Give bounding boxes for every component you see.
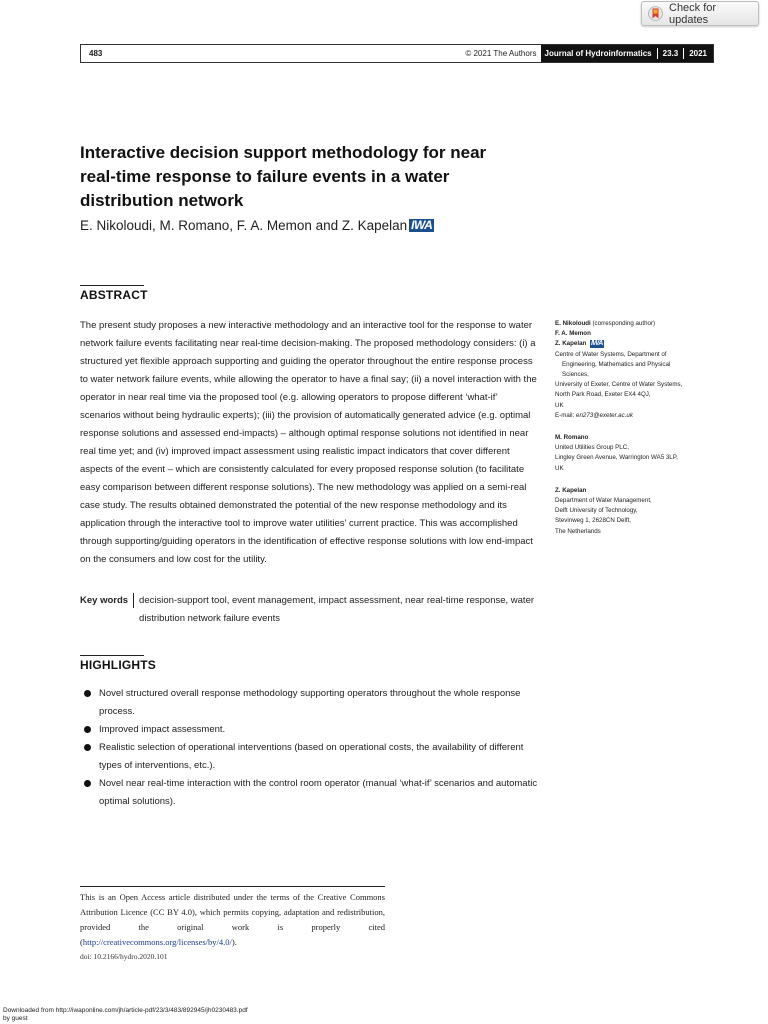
journal-separator	[683, 48, 684, 59]
highlight-item	[80, 685, 540, 721]
corresponding-note: (corresponding author)	[592, 320, 656, 327]
affiliation-line: Sciences,	[562, 371, 589, 379]
affiliation-author-name: M. Romano	[555, 434, 589, 442]
check-for-updates-button[interactable]	[641, 1, 759, 26]
iwa-logo-icon: IWA	[591, 340, 603, 348]
affiliation-line: UK	[555, 464, 564, 472]
bookmark-update-icon	[648, 6, 663, 21]
affiliation-line: Department of Water Management,	[555, 497, 652, 505]
footnote-rule	[80, 886, 385, 887]
check-for-updates-label: Check for updates	[669, 1, 717, 26]
affiliation-line: Centre of Water Systems, Department of	[555, 350, 667, 358]
affiliation-block	[555, 433, 715, 474]
section-rule	[80, 655, 144, 656]
affiliation-block	[555, 319, 715, 421]
highlights-heading: HIGHLIGHTS	[80, 658, 156, 672]
affiliation-block	[555, 486, 715, 537]
journal-info	[541, 45, 714, 62]
page-number: 483	[89, 49, 103, 58]
affiliation-line: University of Exeter, Centre of Water Systems,	[555, 381, 683, 389]
affiliation-line: North Park Road, Exeter EX4 4QJ,	[555, 391, 651, 399]
author-list	[80, 218, 434, 233]
affiliation-line: Stevinweg 1, 2628CN Delft,	[555, 517, 632, 525]
highlight-text: Improved impact assessment.	[99, 724, 226, 735]
keywords	[80, 592, 537, 628]
article-title: Interactive decision support methodology for near real-time response to failure events in a water distribution network	[80, 143, 487, 210]
keywords-label: Key words	[80, 593, 134, 608]
bullet-icon	[84, 726, 91, 733]
highlight-text: Realistic selection of operational interventions (based on operational costs, the availability of different types of interventions, etc.).	[99, 742, 524, 771]
keywords-text: decision-support tool, event management, impact assessment, near real-time response, water distribution network failure events	[139, 595, 535, 624]
open-access-text-end: ).	[231, 937, 237, 947]
highlight-item	[80, 775, 540, 811]
doi: doi: 10.2166/hydro.2020.101	[80, 952, 168, 961]
download-note	[3, 1007, 248, 1023]
open-access-text: This is an Open Access article distributed under the terms of the Creative Commons Attribution Licence (CC BY 4.0), which permits copying, adaptation and redistribution, provided the original work is properly cited (	[80, 892, 385, 947]
highlight-item	[80, 721, 540, 739]
email-label: E-mail:	[555, 411, 575, 419]
affiliation-line: The Netherlands	[555, 527, 601, 535]
affiliation-line: United Utilities Group PLC,	[555, 444, 629, 452]
email-address[interactable]: en273@exeter.ac.uk	[576, 411, 633, 419]
download-note-line: Downloaded from http://iwaponline.com/jh/article-pdf/23/3/483/892945/jh0230483.pdf	[3, 1007, 248, 1014]
affiliation-author-name: Z. Kapelan	[555, 486, 587, 494]
journal-year: 2021	[689, 49, 707, 58]
journal-separator	[657, 48, 658, 59]
running-header	[80, 44, 714, 63]
abstract-text: The present study proposes a new interactive methodology and an interactive tool for the response to water network failure events facilitating near real-time decision-making. The proposed methodology considers: (i) a structured yet flexible approach supporting and guiding the operator throughout the entire response process to water network failure events, while allowing the operator to have a final say; (ii) a novel interaction with the operator in near real time via the proposed tool (e.g. allowing operators to propose different ‘what-if’ scenarios without being hydraulic experts); (iii) the provision of automatically generated advice (e.g. optimal response solutions and assessed end-impacts) – although optimal response solutions not identified in near real time yet; and (iv) improved impact assessment using realistic impact indicators that cover different aspects of the event – which are consistently calculated for every proposed response solution (to facilitate easy comparison between different response solutions). The new methodology was applied on a semi-real case study. The results obtained demonstrated the potential of the new response methodology and its application through the interactive tool to improve water utilities’ current practice. This was accomplished through supporting/guiding operators in the identification of effective response solutions with low end-impact on the consumers and low cost for the utility.	[80, 320, 537, 565]
affiliation-author-name: F. A. Memon	[555, 330, 591, 338]
affiliation-line: Engineering, Mathematics and Physical	[562, 360, 671, 368]
section-rule	[80, 285, 144, 286]
author-names: E. Nikoloudi, M. Romano, F. A. Memon and Z. Kapelan	[80, 218, 408, 233]
highlight-text: Novel structured overall response methodology supporting operators throughout the whole response process.	[99, 688, 521, 717]
affiliation-line: UK	[555, 401, 564, 409]
highlights-list	[80, 685, 540, 811]
affiliation-author-name: Z. Kapelan	[555, 340, 587, 348]
highlight-text: Novel near real-time interaction with the control room operator (manual ‘what-if’ scenarios and automatic optimal solutions).	[99, 778, 538, 807]
highlight-item	[80, 739, 540, 775]
open-access-note	[80, 890, 385, 950]
bullet-icon	[84, 744, 91, 751]
bullet-icon	[84, 780, 91, 787]
bullet-icon	[84, 690, 91, 697]
affiliation-author-name: E. Nikoloudi	[555, 320, 591, 327]
affiliation-line: Delft University of Technology,	[555, 507, 638, 515]
abstract-heading: ABSTRACT	[80, 288, 148, 302]
iwa-logo-icon: IWA	[411, 218, 433, 232]
download-note-line: by guest	[3, 1015, 28, 1022]
affiliation-line: Lingley Green Avenue, Warrington WA5 3LP,	[555, 454, 678, 462]
journal-name: Journal of Hydroinformatics	[544, 49, 652, 58]
copyright-notice: © 2021 The Authors	[465, 49, 537, 58]
author-affiliations	[555, 319, 715, 549]
license-link[interactable]: http://creativecommons.org/licenses/by/4.0/	[82, 937, 232, 947]
journal-volume: 23.3	[662, 49, 679, 58]
